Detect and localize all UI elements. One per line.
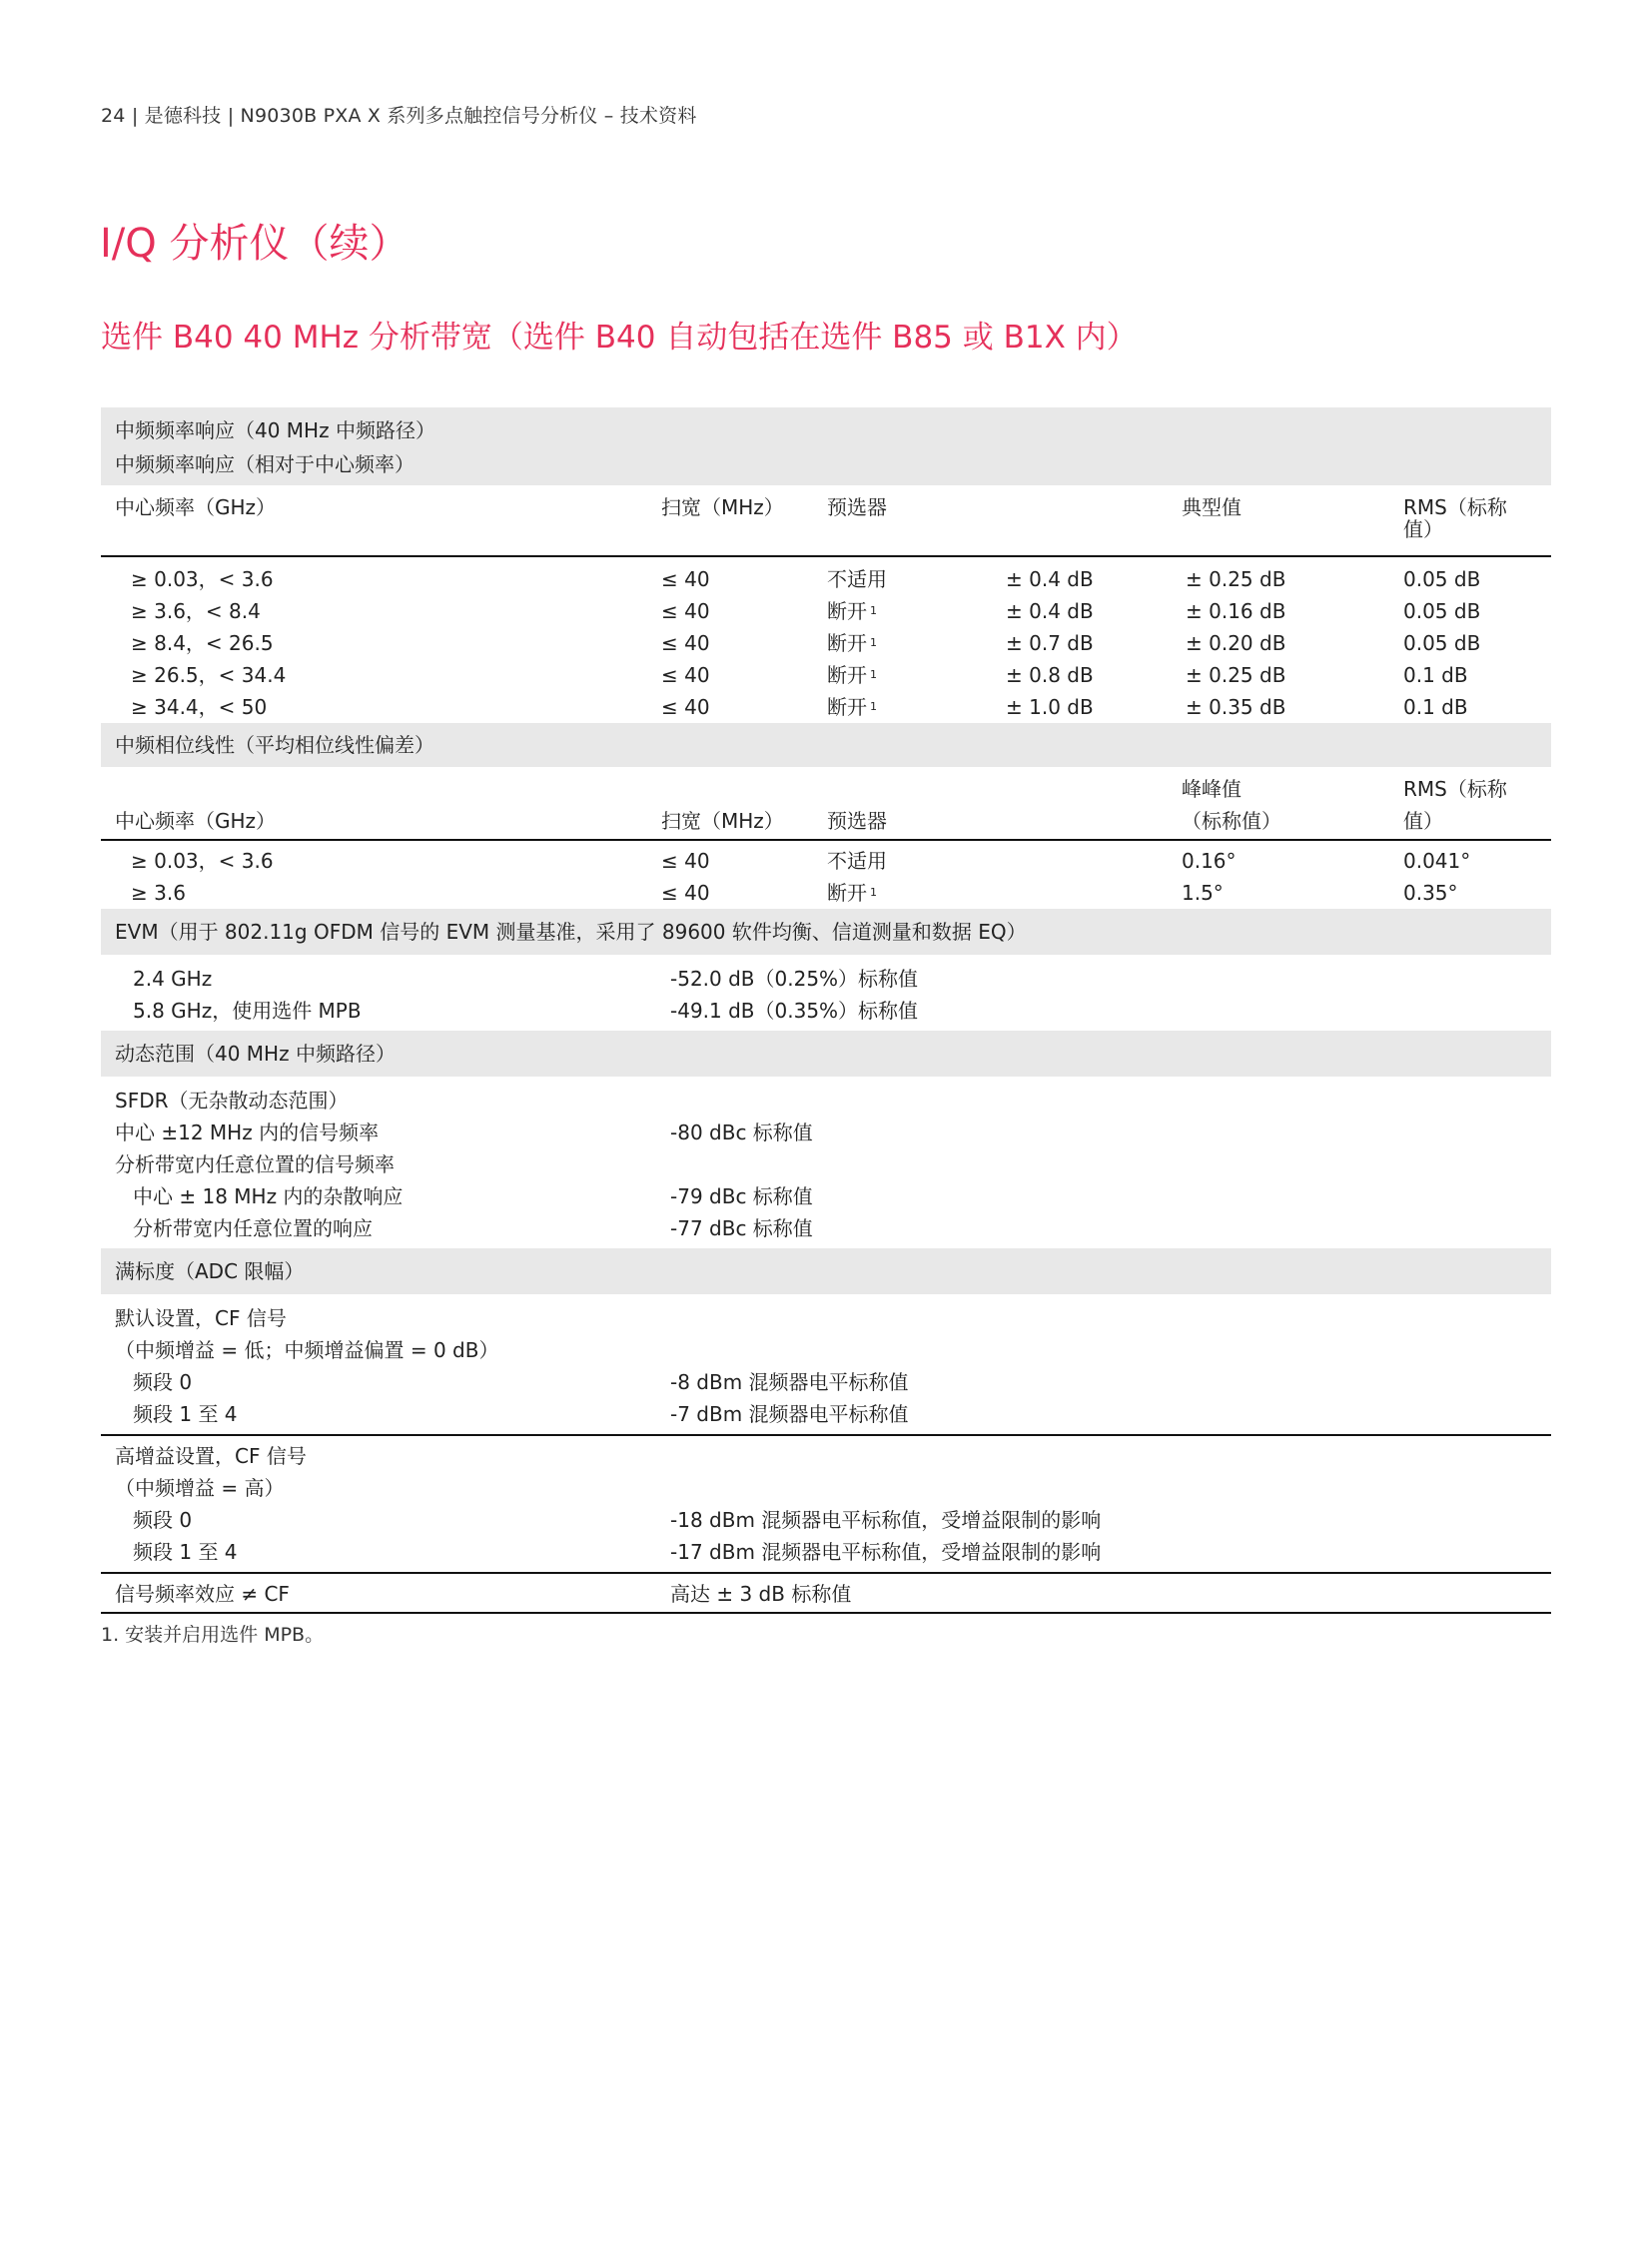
page-header: 24 | 是德科技 | N9030B PXA X 系列多点触控信号分析仪 – 技术资料 — [101, 105, 697, 127]
cell-rms: 0.35° — [1403, 881, 1458, 905]
list-item — [101, 1472, 1551, 1504]
cell-center-freq: ≥ 3.6 — [131, 881, 186, 905]
row-label: 中心 ± 18 MHz 内的杂散响应 — [133, 1184, 404, 1208]
section-title: 满标度（ADC 限幅） — [115, 1259, 305, 1283]
cell-spec: ± 0.4 dB — [1006, 599, 1094, 623]
footnote: 1. 安装并启用选件 MPB。 — [101, 1624, 325, 1646]
list-item — [101, 1085, 1551, 1117]
row-value: -7 dBm 混频器电平标称值 — [670, 1402, 909, 1426]
col-header-preselector: 预选器 — [827, 495, 887, 519]
footnote-ref: 1 — [870, 636, 877, 649]
list-item — [101, 1148, 1551, 1180]
section-title: 中频频率响应（40 MHz 中频路径） — [115, 418, 435, 442]
column-header-row — [101, 485, 1551, 557]
cell-typical: ± 0.25 dB — [1186, 663, 1286, 687]
spec-table — [101, 407, 1551, 1614]
list-item — [101, 1212, 1551, 1244]
row-label: SFDR（无杂散动态范围） — [115, 1089, 349, 1113]
cell-span: ≤ 40 — [661, 631, 710, 655]
footnote-ref: 1 — [870, 886, 877, 899]
cell-typical: ± 0.25 dB — [1186, 567, 1286, 591]
row-label: 2.4 GHz — [133, 967, 213, 991]
footnote-ref: 1 — [870, 668, 877, 681]
evm-rows — [101, 955, 1551, 1031]
cell-center-freq: ≥ 3.6，< 8.4 — [131, 599, 261, 623]
cell-preselector: 断开 — [827, 881, 867, 905]
row-label: 频段 1 至 4 — [133, 1402, 238, 1426]
cell-rms: 0.1 dB — [1403, 663, 1468, 687]
col-header-rms: RMS（标称 — [1403, 777, 1507, 801]
row-label: 信号频率效应 ≠ CF — [115, 1582, 290, 1606]
cell-peak-to-peak: 1.5° — [1182, 881, 1224, 905]
cell-typical: ± 0.20 dB — [1186, 631, 1286, 655]
row-label: 5.8 GHz，使用选件 MPB — [133, 999, 362, 1023]
cell-spec: ± 1.0 dB — [1006, 695, 1094, 719]
cell-preselector-wrap — [827, 627, 877, 659]
section-header-evm — [101, 909, 1551, 955]
section-header-full-scale — [101, 1248, 1551, 1294]
col-header-rms: RMS（标称 — [1403, 495, 1507, 519]
signal-frequency-effect-row — [101, 1574, 1551, 1614]
cell-rms: 0.041° — [1403, 849, 1471, 873]
col-header-span: 扫宽（MHz） — [661, 495, 784, 519]
cell-span: ≤ 40 — [661, 599, 710, 623]
section-header-phase — [101, 723, 1551, 767]
cell-span: ≤ 40 — [661, 663, 710, 687]
row-value: -8 dBm 混频器电平标称值 — [670, 1370, 909, 1394]
section-title: EVM（用于 802.11g OFDM 信号的 EVM 测量基准，采用了 89600 软件均衡、信道测量和数据 EQ） — [115, 920, 1027, 944]
dynamic-range-rows — [101, 1077, 1551, 1248]
row-value: -52.0 dB（0.25%）标称值 — [670, 967, 919, 991]
col-header-rms-cont: 值） — [1403, 809, 1443, 833]
cell-spec: ± 0.4 dB — [1006, 567, 1094, 591]
full-scale-high-rows — [101, 1436, 1551, 1574]
cell-rms: 0.05 dB — [1403, 599, 1481, 623]
row-label: 高增益设置，CF 信号 — [115, 1444, 307, 1468]
section-subtitle: 选件 B40 40 MHz 分析带宽（选件 B40 自动包括在选件 B85 或 B1X 内） — [101, 320, 1138, 356]
table-row — [101, 845, 1551, 877]
cell-center-freq: ≥ 34.4，< 50 — [131, 695, 268, 719]
page-title: I/Q 分析仪（续） — [100, 221, 410, 267]
cell-preselector: 不适用 — [827, 849, 887, 873]
cell-preselector-wrap — [827, 691, 877, 723]
row-label: 默认设置，CF 信号 — [115, 1306, 287, 1330]
cell-preselector: 断开 — [827, 663, 867, 687]
table-row — [101, 627, 1551, 659]
col-header-center-freq: 中心频率（GHz） — [115, 495, 277, 519]
cell-preselector-wrap — [827, 595, 877, 627]
cell-span: ≤ 40 — [661, 695, 710, 719]
list-item — [101, 1504, 1551, 1536]
section-title: 动态范围（40 MHz 中频路径） — [115, 1042, 396, 1066]
list-item — [101, 1536, 1551, 1568]
section-title: 中频相位线性（平均相位线性偏差） — [115, 733, 434, 757]
cell-span: ≤ 40 — [661, 849, 710, 873]
list-item — [101, 1398, 1551, 1430]
row-label: 频段 0 — [133, 1508, 193, 1532]
cell-center-freq: ≥ 8.4，< 26.5 — [131, 631, 274, 655]
cell-preselector: 断开 — [827, 695, 867, 719]
full-scale-default-rows — [101, 1294, 1551, 1436]
cell-preselector: 不适用 — [827, 567, 887, 591]
col-header-peak-to-peak-cont: （标称值） — [1182, 809, 1281, 833]
section-header-if-response — [101, 407, 1551, 485]
table-row — [101, 877, 1551, 909]
col-header-rms-cont: 值） — [1403, 517, 1443, 541]
row-value: -77 dBc 标称值 — [670, 1216, 813, 1240]
table-row — [101, 691, 1551, 723]
row-label: 频段 1 至 4 — [133, 1540, 238, 1564]
cell-span: ≤ 40 — [661, 881, 710, 905]
cell-preselector: 断开 — [827, 631, 867, 655]
col-header-span: 扫宽（MHz） — [661, 809, 784, 833]
list-item — [101, 1117, 1551, 1148]
col-header-center-freq: 中心频率（GHz） — [115, 809, 277, 833]
col-header-typical: 典型值 — [1182, 495, 1241, 519]
table-row — [101, 659, 1551, 691]
list-item — [101, 1440, 1551, 1472]
list-item — [101, 1180, 1551, 1212]
cell-center-freq: ≥ 26.5，< 34.4 — [131, 663, 287, 687]
cell-preselector-wrap — [827, 659, 877, 691]
cell-rms: 0.1 dB — [1403, 695, 1468, 719]
row-value: 高达 ± 3 dB 标称值 — [670, 1582, 852, 1606]
col-header-peak-to-peak: 峰峰值 — [1182, 777, 1241, 801]
column-header-row — [101, 767, 1551, 841]
cell-preselector-wrap — [827, 877, 877, 909]
cell-span: ≤ 40 — [661, 567, 710, 591]
row-label: 频段 0 — [133, 1370, 193, 1394]
cell-center-freq: ≥ 0.03，< 3.6 — [131, 849, 274, 873]
list-item — [101, 963, 1551, 995]
section-subtitle: 中频频率响应（相对于中心频率） — [115, 452, 414, 476]
row-value: -49.1 dB（0.35%）标称值 — [670, 999, 919, 1023]
table-row — [101, 563, 1551, 595]
cell-typical: ± 0.16 dB — [1186, 599, 1286, 623]
cell-typical: ± 0.35 dB — [1186, 695, 1286, 719]
section-header-dynamic-range — [101, 1031, 1551, 1077]
footnote-ref: 1 — [870, 604, 877, 617]
row-value: -80 dBc 标称值 — [670, 1121, 813, 1144]
cell-spec: ± 0.7 dB — [1006, 631, 1094, 655]
list-item — [101, 1366, 1551, 1398]
table-row — [101, 595, 1551, 627]
col-header-preselector: 预选器 — [827, 809, 887, 833]
list-item — [101, 1302, 1551, 1334]
list-item — [101, 1334, 1551, 1366]
phase-rows — [101, 841, 1551, 909]
row-label: （中频增益 = 低；中频增益偏置 = 0 dB） — [115, 1338, 499, 1362]
footnote-ref: 1 — [870, 700, 877, 713]
cell-peak-to-peak: 0.16° — [1182, 849, 1237, 873]
cell-rms: 0.05 dB — [1403, 631, 1481, 655]
row-label: 分析带宽内任意位置的信号频率 — [115, 1152, 395, 1176]
row-value: -79 dBc 标称值 — [670, 1184, 813, 1208]
cell-preselector: 断开 — [827, 599, 867, 623]
row-label: 分析带宽内任意位置的响应 — [133, 1216, 373, 1240]
row-label: 中心 ±12 MHz 内的信号频率 — [115, 1121, 380, 1144]
cell-preselector-wrap — [827, 845, 887, 877]
cell-rms: 0.05 dB — [1403, 567, 1481, 591]
cell-spec: ± 0.8 dB — [1006, 663, 1094, 687]
list-item — [101, 995, 1551, 1027]
response-rows — [101, 557, 1551, 723]
row-value: -18 dBm 混频器电平标称值，受增益限制的影响 — [670, 1508, 1102, 1532]
row-label: （中频增益 = 高） — [115, 1476, 285, 1500]
cell-center-freq: ≥ 0.03，< 3.6 — [131, 567, 274, 591]
row-value: -17 dBm 混频器电平标称值，受增益限制的影响 — [670, 1540, 1102, 1564]
